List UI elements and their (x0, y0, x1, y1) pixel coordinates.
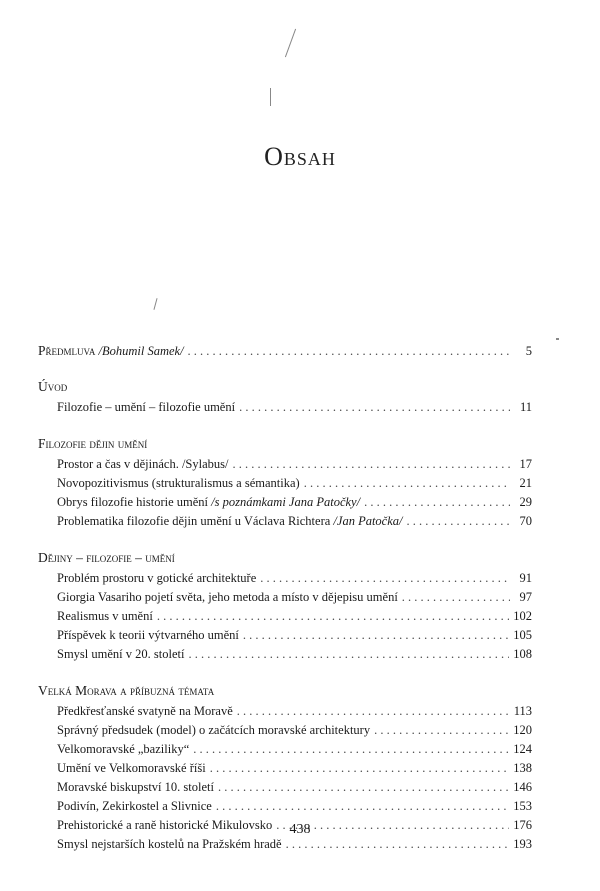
toc-entry (38, 569, 532, 588)
entry-page: 21 (519, 476, 532, 490)
section-heading: Dějiny – filozofie – umění (38, 550, 175, 565)
entry-page: 193 (513, 837, 532, 851)
entry-title: Giorgia Vasariho pojetí světa, jeho metoda a místo v dějepisu umění (57, 590, 398, 604)
leader-dots (218, 778, 509, 797)
toc-entry (38, 797, 532, 816)
toc-entry (38, 759, 532, 778)
toc-entry (38, 645, 532, 664)
entry-title: Problém prostoru v gotické architektuře (57, 571, 257, 585)
leader-dots (193, 740, 509, 759)
leader-dots (210, 759, 510, 778)
entry-page: 120 (513, 723, 532, 737)
entry-title: Velkomoravské „baziliky“ (57, 742, 190, 756)
leader-dots (188, 645, 509, 664)
table-of-contents (38, 341, 532, 871)
leader-dots (188, 342, 510, 361)
entry-title: Prostor a čas v dějinách. /Sylabus/ (57, 457, 229, 471)
section-heading: Úvod (38, 379, 68, 394)
toc-entry (38, 778, 532, 797)
entry-author-note: /Jan Patočka/ (333, 514, 403, 528)
preface-author: /Bohumil Samek/ (98, 344, 184, 358)
toc-entry-preface (38, 341, 532, 360)
page-number: 438 (289, 822, 311, 837)
entry-page: 70 (519, 514, 532, 528)
toc-section (38, 548, 532, 664)
leader-dots (237, 702, 510, 721)
entry-page: 153 (513, 799, 532, 813)
entry-author-note: /s poznámkami Jana Patočky/ (211, 495, 361, 509)
entry-title: Obrys filozofie historie umění (57, 495, 209, 509)
entry-title: Smysl nejstarších kostelů na Pražském hradě (57, 837, 282, 851)
section-heading: Velká Morava a příbuzná témata (38, 683, 215, 698)
entry-page: 176 (513, 818, 532, 832)
leader-dots (157, 607, 509, 626)
entry-title: Smysl umění v 20. století (57, 647, 185, 661)
entry-title: Umění ve Velkomoravské říši (57, 761, 206, 775)
leader-dots (233, 455, 511, 474)
toc-entry (38, 398, 532, 417)
leader-dots (216, 797, 509, 816)
entry-page: 97 (519, 590, 532, 604)
entry-page: 113 (513, 704, 532, 718)
entry-title: Moravské biskupství 10. století (57, 780, 214, 794)
section-heading: Filozofie dějin umění (38, 436, 148, 451)
toc-entry (38, 493, 532, 512)
entry-page: 146 (513, 780, 532, 794)
leader-dots (374, 721, 509, 740)
entry-title: Realismus v umění (57, 609, 153, 623)
toc-entry (38, 740, 532, 759)
entry-page: 17 (519, 457, 532, 471)
leader-dots (304, 474, 510, 493)
leader-dots (260, 569, 510, 588)
toc-entry (38, 474, 532, 493)
toc-preface (38, 341, 532, 360)
toc-entry (38, 455, 532, 474)
toc-entry (38, 607, 532, 626)
entry-page: 29 (519, 495, 532, 509)
entry-title: Problematika filozofie dějin umění u Václava Richtera (57, 514, 331, 528)
toc-entry (38, 721, 532, 740)
page-title: Obsah (264, 142, 336, 171)
entry-title: Podivín, Zekirkostel a Slivnice (57, 799, 212, 813)
entry-title: Filozofie – umění – filozofie umění (57, 400, 236, 414)
entry-page: 11 (519, 400, 532, 414)
entry-page: 124 (513, 742, 532, 756)
entry-page: 138 (513, 761, 532, 775)
toc-section (38, 377, 532, 417)
toc-section (38, 434, 532, 531)
leader-dots (239, 398, 510, 417)
leader-dots (407, 512, 511, 531)
entry-page: 108 (513, 647, 532, 661)
toc-entry (38, 626, 532, 645)
preface-page: 5 (525, 344, 532, 358)
leader-dots (243, 626, 509, 645)
toc-entry (38, 702, 532, 721)
entry-page: 102 (513, 609, 532, 623)
leader-dots (364, 493, 510, 512)
entry-title: Prehistorické a raně historické Mikulovsko (57, 818, 273, 832)
leader-dots (402, 588, 510, 607)
entry-page: 91 (519, 571, 532, 585)
entry-page: 105 (513, 628, 532, 642)
entry-title: Správný předsudek (model) o začátcích moravské architektury (57, 723, 371, 737)
entry-title: Předkřesťanské svatyně na Moravě (57, 704, 233, 718)
toc-entry (38, 512, 532, 531)
entry-title: Příspěvek k teorii výtvarného umění (57, 628, 239, 642)
preface-label: Předmluva (38, 343, 96, 358)
entry-title: Novopozitivismus (strukturalismus a sémantika) (57, 476, 300, 490)
toc-entry (38, 588, 532, 607)
